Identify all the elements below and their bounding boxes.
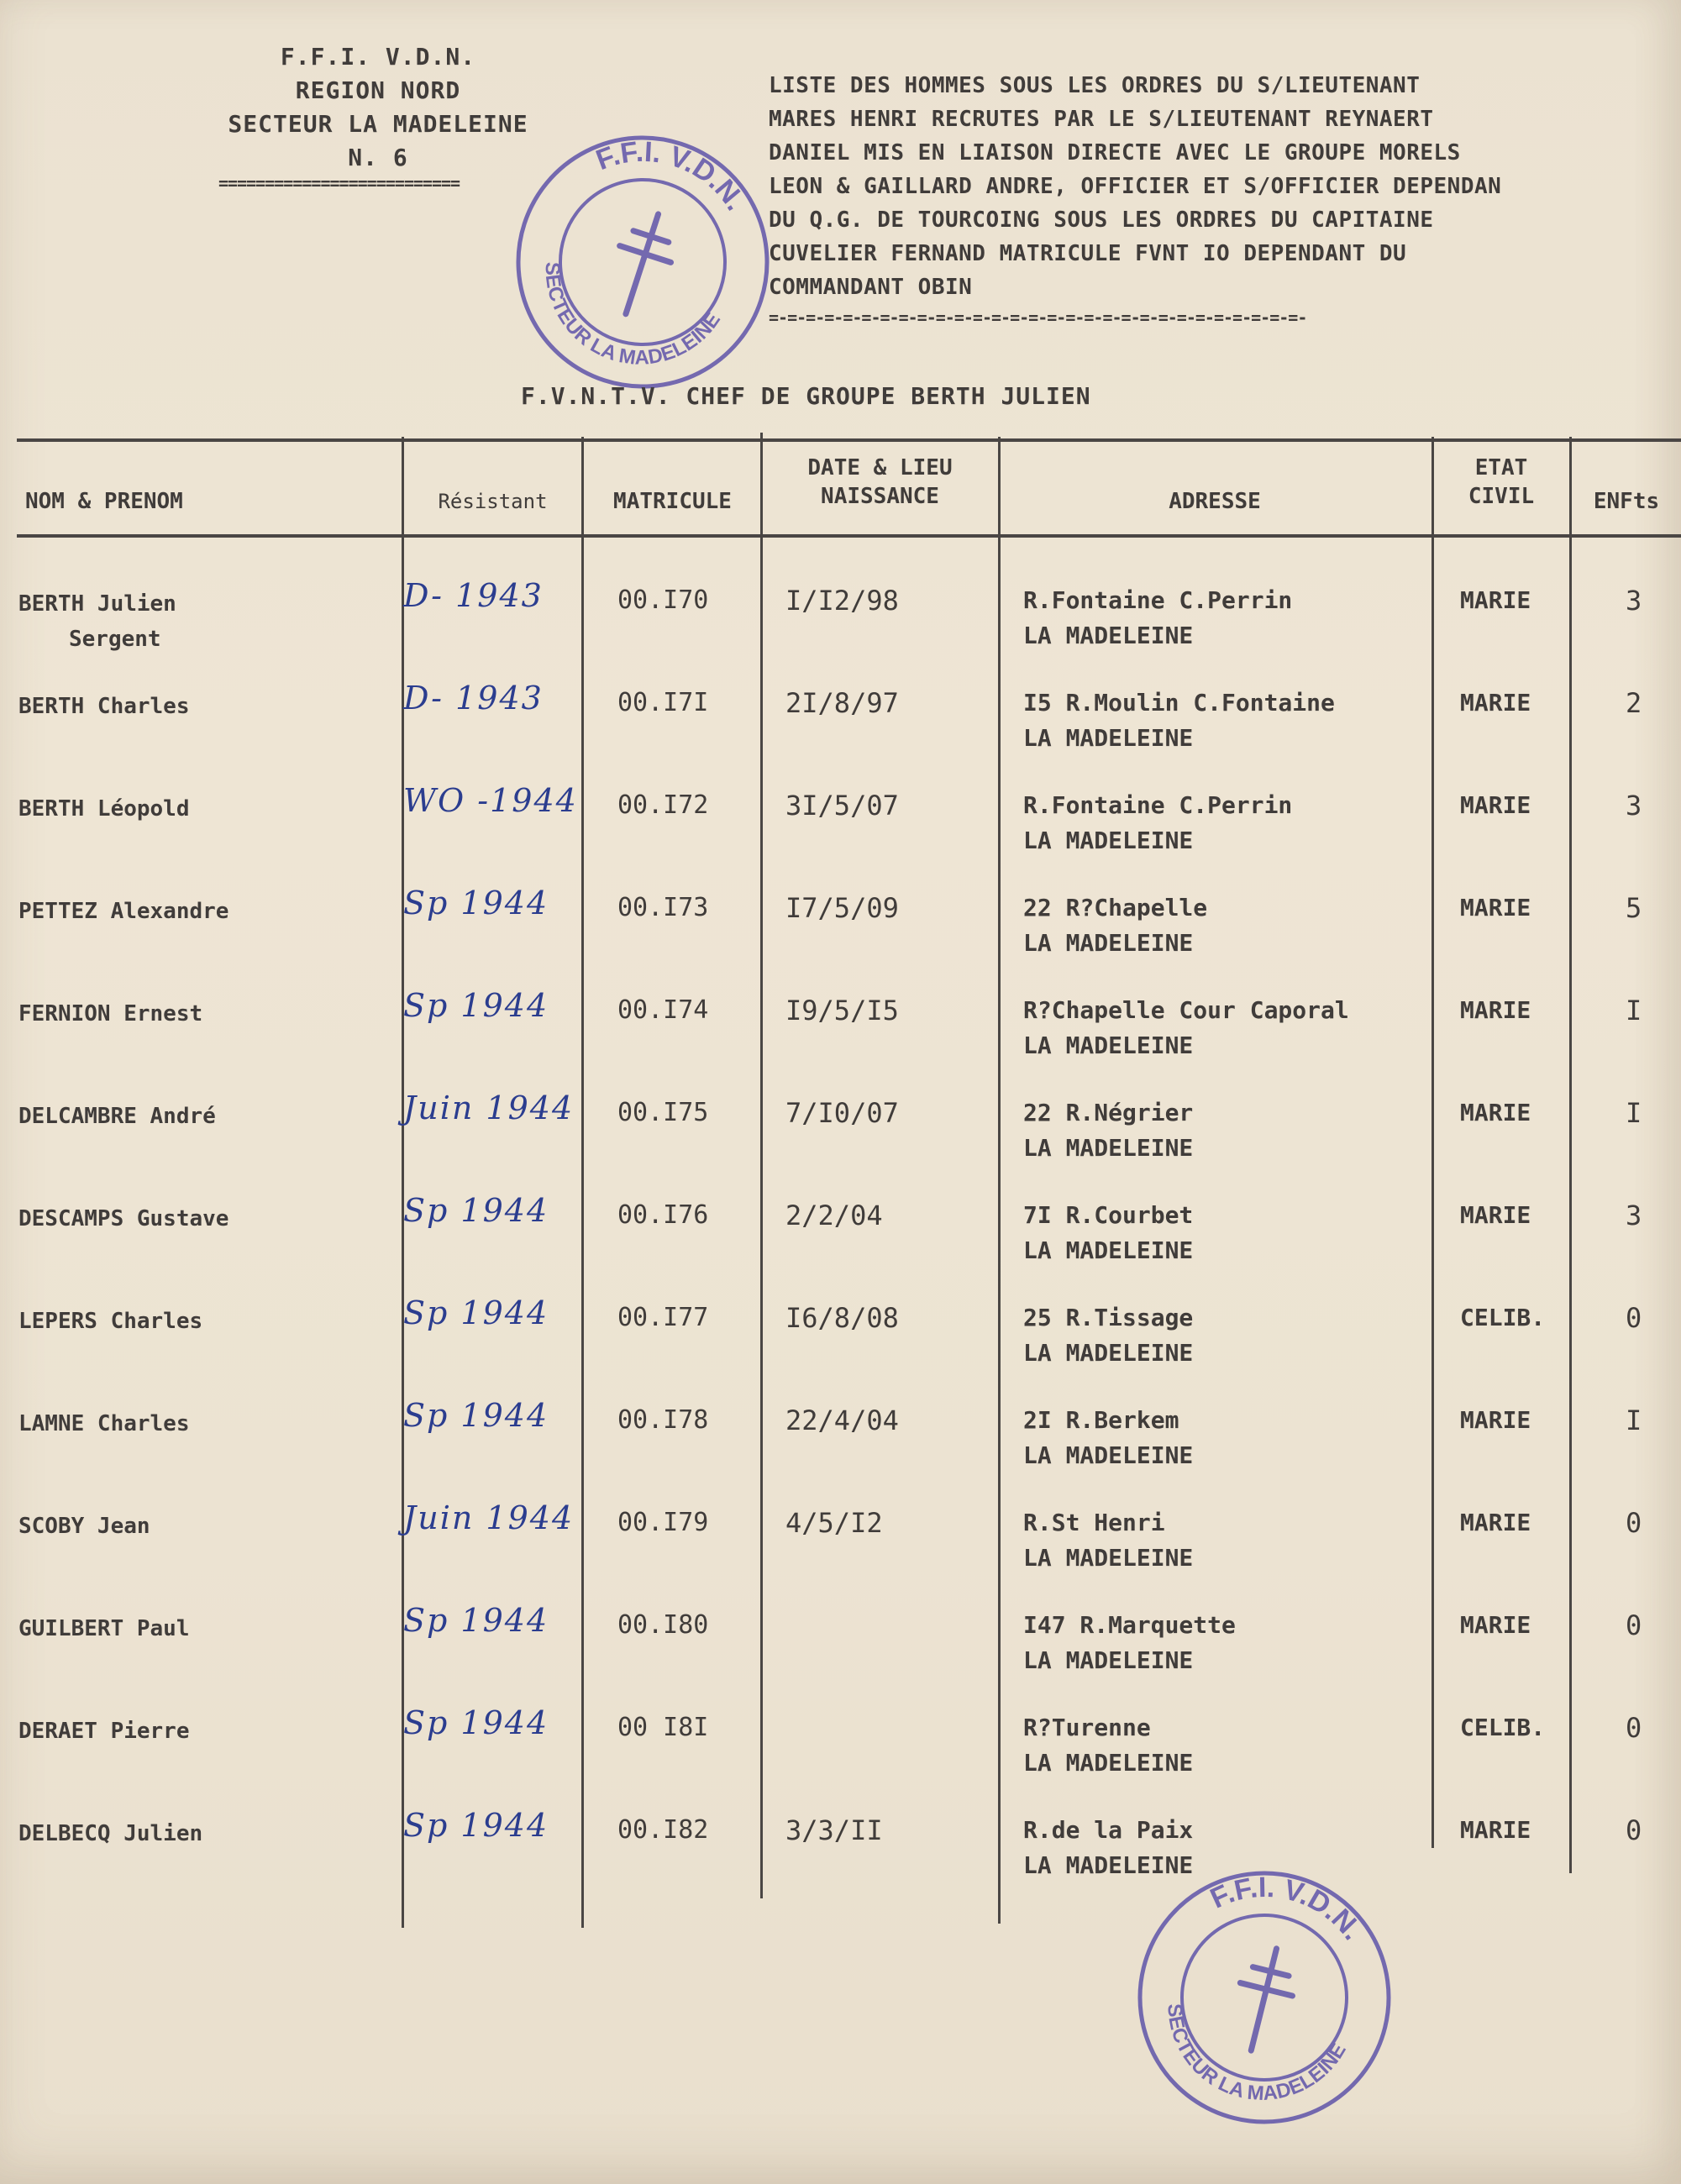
cell-name-text: LEPERS Charles bbox=[18, 1309, 203, 1334]
cell-birth-date: I7/5/09 bbox=[785, 892, 899, 924]
cell-children: 3 bbox=[1626, 585, 1642, 617]
cell-name bbox=[18, 791, 190, 827]
table-row bbox=[0, 1494, 1681, 1598]
ffi-stamp-top bbox=[508, 128, 777, 396]
cell-name-text: DELBECQ Julien bbox=[18, 1821, 203, 1846]
header-right bbox=[769, 69, 1676, 328]
lorraine-cross-icon bbox=[1225, 1942, 1302, 2057]
cell-civil-status: MARIE bbox=[1460, 1201, 1531, 1229]
cell-name bbox=[18, 586, 176, 657]
cell-name bbox=[18, 1304, 202, 1339]
cell-civil-status: MARIE bbox=[1460, 689, 1531, 717]
cell-resistant: D- 1943 bbox=[403, 577, 544, 614]
cell-children: I bbox=[1626, 1097, 1642, 1129]
cell-address-line2: LA MADELEINE bbox=[1023, 1339, 1194, 1367]
stamp-ring-top-text: F.F.I. V.D.N. bbox=[1206, 1871, 1369, 1946]
cell-name bbox=[18, 1406, 190, 1441]
cell-children: 2 bbox=[1626, 687, 1642, 719]
cell-address bbox=[1023, 1095, 1193, 1166]
cell-address-line2: LA MADELEINE bbox=[1023, 1544, 1194, 1572]
ffi-stamp-bottom bbox=[1130, 1863, 1399, 2132]
cell-address bbox=[1023, 788, 1292, 858]
cell-name-text: SCOBY Jean bbox=[18, 1514, 150, 1539]
cell-resistant: Sp 1944 bbox=[403, 1807, 549, 1844]
cell-civil-status: MARIE bbox=[1460, 996, 1531, 1024]
table-row bbox=[0, 776, 1681, 880]
cell-civil-status: MARIE bbox=[1460, 1509, 1531, 1536]
table-row bbox=[0, 1391, 1681, 1495]
cell-name-text: DESCAMPS Gustave bbox=[18, 1206, 229, 1231]
header-right-rule: =-=-=-=-=-=-=-=-=-=-=-=-=-=-=-=-=-=-=-=-=-=-=-=-=-=-=-=-=- bbox=[769, 307, 1307, 328]
header-right-line: LISTE DES HOMMES SOUS LES ORDRES DU S/LIEUTENANT bbox=[769, 73, 1421, 98]
col-header-adresse: ADRESSE bbox=[1169, 489, 1261, 514]
cell-birth-date: 3I/5/07 bbox=[785, 790, 899, 822]
cell-name bbox=[18, 1611, 190, 1646]
table-row bbox=[0, 1186, 1681, 1290]
header-right-line: COMMANDANT OBIN bbox=[769, 275, 973, 300]
cell-resistant: D- 1943 bbox=[403, 680, 544, 717]
cell-resistant: Sp 1944 bbox=[403, 1294, 549, 1331]
cell-address-line1: R.Fontaine C.Perrin bbox=[1023, 791, 1293, 819]
cell-name-text: DERAET Pierre bbox=[18, 1719, 190, 1744]
cell-name bbox=[18, 689, 190, 724]
cell-matricule: 00.I82 bbox=[617, 1815, 709, 1845]
cell-children: 0 bbox=[1626, 1302, 1642, 1334]
cell-birth-date: I6/8/08 bbox=[785, 1302, 899, 1334]
table-row bbox=[0, 674, 1681, 778]
cell-matricule: 00.I78 bbox=[617, 1405, 709, 1435]
cell-birth-date: 4/5/I2 bbox=[785, 1507, 883, 1539]
cell-matricule: 00.I76 bbox=[617, 1200, 709, 1230]
cell-birth-date: 2/2/04 bbox=[785, 1200, 883, 1231]
cell-resistant: WO -1944 bbox=[403, 782, 578, 819]
cell-name bbox=[18, 1099, 216, 1134]
cell-name bbox=[18, 996, 202, 1032]
table-row bbox=[0, 879, 1681, 983]
cell-resistant: Sp 1944 bbox=[403, 1397, 549, 1434]
cell-birth-date: 22/4/04 bbox=[785, 1404, 899, 1436]
cell-civil-status: MARIE bbox=[1460, 1406, 1531, 1434]
table-row bbox=[0, 1698, 1681, 1803]
cell-address-line2: LA MADELEINE bbox=[1023, 1236, 1194, 1264]
cell-matricule: 00.I72 bbox=[617, 790, 709, 820]
table-row bbox=[0, 981, 1681, 1085]
cell-address-line1: 22 R?Chapelle bbox=[1023, 894, 1208, 921]
cell-children: I bbox=[1626, 995, 1642, 1026]
cell-matricule: 00.I7I bbox=[617, 688, 709, 717]
cell-address bbox=[1023, 583, 1292, 654]
cell-matricule: 00.I77 bbox=[617, 1303, 709, 1332]
cell-birth-date: 7/I0/07 bbox=[785, 1097, 899, 1129]
col-header-civ-line2: CIVIL bbox=[1468, 484, 1535, 509]
cell-resistant: Sp 1944 bbox=[403, 1602, 549, 1639]
cell-address bbox=[1023, 1300, 1193, 1371]
cell-address-line1: I47 R.Marquette bbox=[1023, 1611, 1236, 1639]
header-left-line: REGION NORD bbox=[295, 76, 461, 104]
cell-rank: Sergent bbox=[69, 627, 161, 652]
cell-civil-status: MARIE bbox=[1460, 1611, 1531, 1639]
cell-matricule: 00.I74 bbox=[617, 995, 709, 1025]
cell-matricule: 00.I70 bbox=[617, 585, 709, 615]
cell-address-line1: R.St Henri bbox=[1023, 1509, 1165, 1536]
cell-address-line2: LA MADELEINE bbox=[1023, 622, 1194, 649]
header-right-line: DU Q.G. DE TOURCOING SOUS LES ORDRES DU CAPITAINE bbox=[769, 207, 1434, 233]
table-row bbox=[0, 571, 1681, 675]
col-header-date-line2: NAISSANCE bbox=[821, 484, 939, 509]
cell-resistant: Juin 1944 bbox=[403, 1089, 575, 1126]
cell-address bbox=[1023, 685, 1335, 756]
col-header-resistant: Résistant bbox=[438, 490, 548, 513]
cell-resistant: Juin 1944 bbox=[403, 1499, 575, 1536]
header-right-line: CUVELIER FERNAND MATRICULE FVNT IO DEPENDANT DU bbox=[769, 241, 1407, 266]
cell-name-text: FERNION Ernest bbox=[18, 1001, 203, 1026]
cell-address-line1: R.Fontaine C.Perrin bbox=[1023, 586, 1293, 614]
stamp-ring-top-text: F.F.I. V.D.N. bbox=[591, 135, 753, 217]
cell-matricule: 00.I75 bbox=[617, 1098, 709, 1127]
cell-name bbox=[18, 1509, 150, 1544]
col-header-enfants: ENFts bbox=[1593, 489, 1660, 514]
cell-matricule: 00.I73 bbox=[617, 893, 709, 922]
cell-children: 0 bbox=[1626, 1609, 1642, 1641]
table-row bbox=[0, 1084, 1681, 1188]
cell-matricule: 00.I79 bbox=[617, 1508, 709, 1537]
cell-address-line1: 2I R.Berkem bbox=[1023, 1406, 1179, 1434]
cell-name bbox=[18, 1816, 202, 1851]
cell-address-line1: R?Turenne bbox=[1023, 1714, 1151, 1741]
col-header-matricule: MATRICULE bbox=[613, 489, 732, 514]
cell-name-text: BERTH Charles bbox=[18, 694, 190, 719]
cell-children: 5 bbox=[1626, 892, 1642, 924]
cell-children: 0 bbox=[1626, 1712, 1642, 1744]
header-right-line: LEON & GAILLARD ANDRE, OFFICIER ET S/OFFICIER DEPENDAN bbox=[769, 174, 1502, 199]
cell-birth-date: I9/5/I5 bbox=[785, 995, 899, 1026]
cell-resistant: Sp 1944 bbox=[403, 885, 549, 921]
stamp-ring-bottom-text: SECTEUR LA MADELEINE bbox=[1163, 2003, 1351, 2106]
cell-children: 0 bbox=[1626, 1814, 1642, 1846]
cell-civil-status: MARIE bbox=[1460, 1816, 1531, 1844]
cell-address-line2: LA MADELEINE bbox=[1023, 724, 1194, 752]
col-header-name: NOM & PRENOM bbox=[25, 489, 183, 514]
header-left-line: N. 6 bbox=[348, 144, 408, 171]
cell-address-line1: 22 R.Négrier bbox=[1023, 1099, 1194, 1126]
header-left-line: SECTEUR LA MADELEINE bbox=[228, 110, 528, 138]
cell-civil-status: CELIB. bbox=[1460, 1714, 1546, 1741]
cell-birth-date: I/I2/98 bbox=[785, 585, 899, 617]
cell-children: 0 bbox=[1626, 1507, 1642, 1539]
cell-address bbox=[1023, 1403, 1193, 1473]
stamp-ring-bottom-text: SECTEUR LA MADELEINE bbox=[540, 261, 726, 370]
header-left bbox=[193, 40, 563, 192]
col-header-date-line1: DATE & LIEU bbox=[807, 455, 953, 480]
table-row bbox=[0, 1801, 1681, 1905]
cell-matricule: 00 I8I bbox=[617, 1713, 709, 1742]
cell-resistant: Sp 1944 bbox=[403, 1192, 549, 1229]
cell-name-text: LAMNE Charles bbox=[18, 1411, 190, 1436]
cell-children: 3 bbox=[1626, 790, 1642, 822]
cell-name-text: DELCAMBRE André bbox=[18, 1104, 216, 1129]
cell-address-line1: I5 R.Moulin C.Fontaine bbox=[1023, 689, 1335, 717]
header-right-line: DANIEL MIS EN LIAISON DIRECTE AVEC LE GROUPE MORELS bbox=[769, 140, 1461, 165]
cell-address-line2: LA MADELEINE bbox=[1023, 827, 1194, 854]
cell-civil-status: MARIE bbox=[1460, 586, 1531, 614]
cell-name-text: BERTH Julien bbox=[18, 591, 176, 617]
cell-civil-status: MARIE bbox=[1460, 791, 1531, 819]
cell-civil-status: MARIE bbox=[1460, 1099, 1531, 1126]
cell-address-line1: 25 R.Tissage bbox=[1023, 1304, 1194, 1331]
cell-address-line2: LA MADELEINE bbox=[1023, 1851, 1194, 1879]
cell-matricule: 00.I80 bbox=[617, 1610, 709, 1640]
cell-resistant: Sp 1944 bbox=[403, 987, 549, 1024]
cell-address bbox=[1023, 1505, 1193, 1576]
cell-children: 3 bbox=[1626, 1200, 1642, 1231]
cell-address bbox=[1023, 1198, 1193, 1268]
cell-address bbox=[1023, 1608, 1236, 1678]
cell-name-text: BERTH Léopold bbox=[18, 796, 190, 822]
col-header-date-lieu bbox=[764, 454, 995, 511]
cell-name bbox=[18, 1714, 190, 1749]
header-left-rule: ========================== bbox=[218, 173, 460, 193]
cell-civil-status: CELIB. bbox=[1460, 1304, 1546, 1331]
cell-address-line1: R.de la Paix bbox=[1023, 1816, 1194, 1844]
table-row bbox=[0, 1289, 1681, 1393]
cell-address-line2: LA MADELEINE bbox=[1023, 1134, 1194, 1162]
cell-children: I bbox=[1626, 1404, 1642, 1436]
cell-address-line2: LA MADELEINE bbox=[1023, 1749, 1194, 1777]
cell-address bbox=[1023, 1710, 1193, 1781]
table-row bbox=[0, 1596, 1681, 1700]
cell-address-line2: LA MADELEINE bbox=[1023, 1441, 1194, 1469]
cell-birth-date: 3/3/II bbox=[785, 1814, 883, 1846]
cell-name bbox=[18, 894, 229, 929]
cell-address-line2: LA MADELEINE bbox=[1023, 1032, 1194, 1059]
cell-address bbox=[1023, 890, 1207, 961]
cell-civil-status: MARIE bbox=[1460, 894, 1531, 921]
cell-address-line2: LA MADELEINE bbox=[1023, 1646, 1194, 1674]
cell-name-text: GUILBERT Paul bbox=[18, 1616, 190, 1641]
lorraine-cross-icon bbox=[600, 206, 683, 323]
group-chief-line: F.V.N.T.V. CHEF DE GROUPE BERTH JULIEN bbox=[521, 382, 1091, 410]
cell-address-line2: LA MADELEINE bbox=[1023, 929, 1194, 957]
cell-name-text: PETTEZ Alexandre bbox=[18, 899, 229, 924]
header-right-line: MARES HENRI RECRUTES PAR LE S/LIEUTENANT REYNAERT bbox=[769, 107, 1434, 132]
cell-resistant: Sp 1944 bbox=[403, 1704, 549, 1741]
col-header-etat-civil bbox=[1435, 454, 1568, 511]
cell-birth-date: 2I/8/97 bbox=[785, 687, 899, 719]
cell-address-line1: 7I R.Courbet bbox=[1023, 1201, 1194, 1229]
cell-address-line1: R?Chapelle Cour Caporal bbox=[1023, 996, 1349, 1024]
cell-name bbox=[18, 1201, 229, 1236]
col-header-civ-line1: ETAT bbox=[1474, 455, 1528, 480]
header-left-line: F.F.I. V.D.N. bbox=[280, 43, 476, 71]
cell-address bbox=[1023, 993, 1349, 1063]
